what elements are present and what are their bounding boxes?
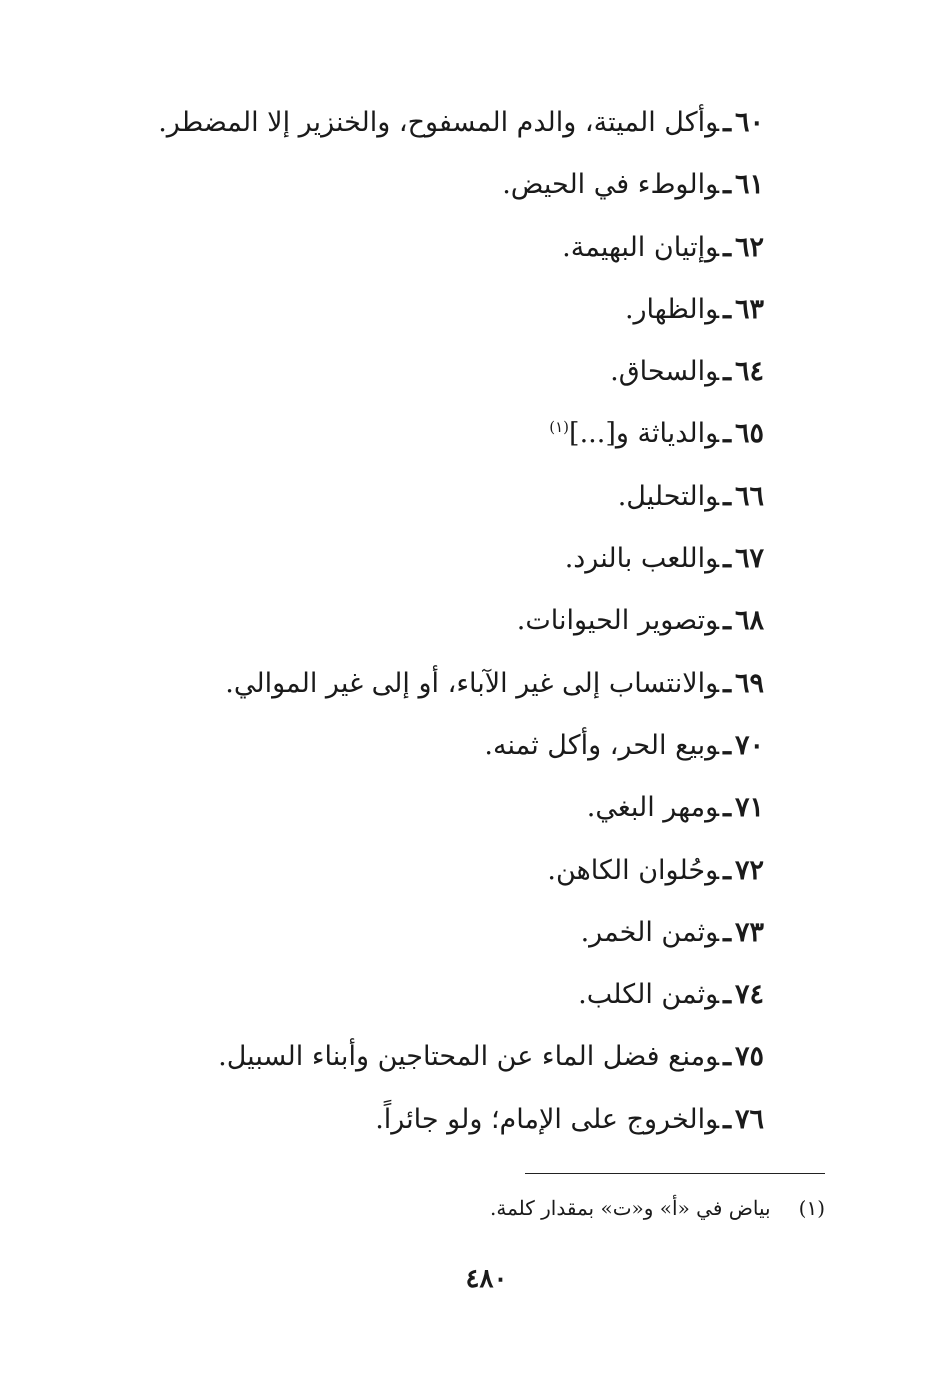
list-item (144, 840, 764, 902)
item-number: ٦٤ (734, 356, 764, 388)
item-separator: ـ (723, 480, 731, 512)
footnote-reference[interactable]: (١) (549, 418, 570, 437)
list-item (144, 279, 764, 341)
item-number: ٦٨ (734, 605, 764, 637)
item-separator: ـ (723, 979, 731, 1011)
item-text: والدياثة و[...] (569, 418, 720, 450)
item-text: والخروج على الإمام؛ ولو جائراً. (375, 1103, 720, 1135)
list-item (144, 1089, 764, 1151)
item-text: وأكل الميتة، والدم المسفوح، والخنزير إلا المضطر. (158, 107, 720, 138)
item-text: وبيع الحر، وأكل ثمنه. (484, 729, 720, 761)
item-separator: ـ (723, 1103, 731, 1135)
list-item (144, 154, 764, 216)
item-number: ٦٠ (734, 107, 764, 138)
item-separator: ـ (723, 169, 731, 201)
item-number: ٧٢ (734, 854, 764, 886)
item-text: واللعب بالنرد. (564, 543, 720, 575)
item-text: وثمن الخمر. (580, 916, 720, 948)
list-item (144, 777, 764, 839)
item-separator: ـ (723, 729, 731, 761)
item-text: وإتيان البهيمة. (562, 231, 720, 263)
list-item (144, 466, 764, 528)
item-text: والتحليل. (617, 480, 720, 512)
footnote-divider (525, 1173, 825, 1174)
item-text: وتصوير الحيوانات. (516, 605, 720, 637)
item-separator: ـ (723, 854, 731, 886)
list-item (144, 217, 764, 279)
list-item (144, 715, 764, 777)
list-item (144, 1026, 764, 1088)
item-separator: ـ (723, 916, 731, 948)
item-text: ومنع فضل الماء عن المحتاجين وأبناء السبيل. (218, 1041, 720, 1073)
list-item (144, 653, 764, 715)
item-separator: ـ (723, 792, 731, 824)
item-number: ٧٤ (734, 979, 764, 1011)
item-number: ٦٦ (734, 480, 764, 512)
item-separator: ـ (723, 231, 731, 263)
item-separator: ـ (723, 667, 731, 699)
item-text: والظهار. (624, 293, 720, 325)
item-separator: ـ (723, 418, 731, 450)
item-separator: ـ (723, 107, 731, 138)
list-item (144, 341, 764, 403)
item-text: وثمن الكلب. (578, 979, 720, 1011)
item-number: ٦٩ (734, 667, 764, 699)
list-item (144, 403, 764, 465)
item-number: ٦٣ (734, 293, 764, 325)
item-separator: ـ (723, 356, 731, 388)
item-text: والانتساب إلى غير الآباء، أو إلى غير الموالي. (225, 667, 720, 699)
item-text: ومهر البغي. (586, 792, 720, 824)
page-number-value: ٤٨٠ (465, 1264, 508, 1294)
item-number: ٦٢ (734, 231, 764, 263)
item-number: ٦١ (734, 169, 764, 201)
item-number: ٧١ (734, 792, 764, 824)
item-number: ٦٧ (734, 543, 764, 575)
list-item (144, 964, 764, 1026)
footnote (490, 1190, 825, 1226)
item-number: ٦٥ (734, 418, 764, 450)
footnote-mark: (١) (798, 1196, 825, 1220)
page-number (0, 1259, 949, 1299)
item-text: والسحاق. (610, 356, 720, 388)
list-item (144, 590, 764, 652)
item-separator: ـ (723, 543, 731, 575)
footnote-text: بياض في «أ» و«ت» بمقدار كلمة. (490, 1196, 771, 1220)
item-number: ٧٠ (734, 729, 764, 761)
item-number: ٧٣ (734, 916, 764, 948)
numbered-list (144, 92, 764, 1151)
item-text: والوطء في الحيض. (502, 169, 720, 201)
item-number: ٧٥ (734, 1041, 764, 1073)
list-item (144, 528, 764, 590)
item-separator: ـ (723, 293, 731, 325)
item-separator: ـ (723, 605, 731, 637)
item-separator: ـ (723, 1041, 731, 1073)
item-number: ٧٦ (734, 1103, 764, 1135)
list-item (144, 92, 764, 154)
item-text: وحُلوان الكاهن. (547, 854, 720, 886)
list-item (144, 902, 764, 964)
